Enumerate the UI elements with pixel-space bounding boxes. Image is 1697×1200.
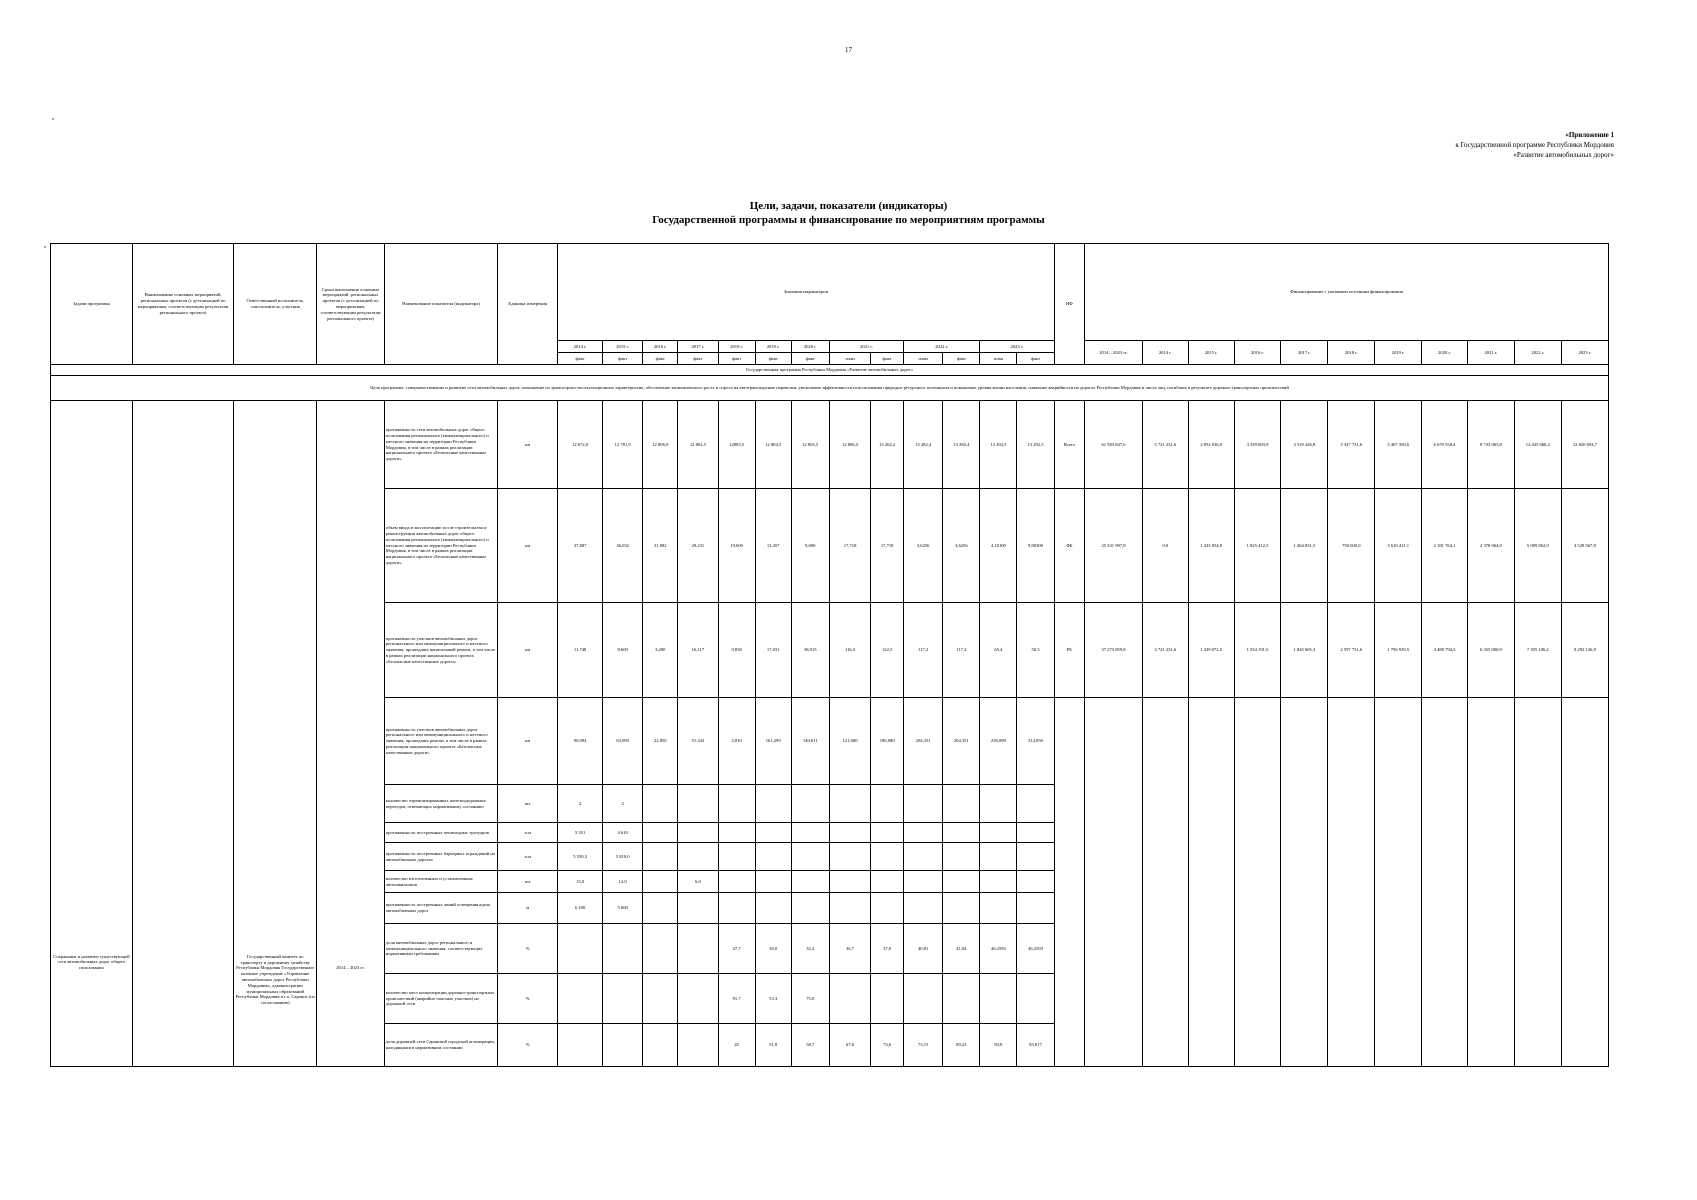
- indicator-value: 140,611: [791, 698, 829, 785]
- indicator-value: 2: [602, 785, 642, 823]
- indicator-value: 13 282,4: [904, 401, 943, 489]
- header-responsible: Ответственный исполнитель, соисполнитель, участник: [234, 244, 317, 365]
- indicator-value: 67,0: [829, 1024, 870, 1067]
- indicator-value: [558, 1024, 603, 1067]
- indicator-value: 2,810: [718, 698, 755, 785]
- indicator-value: [643, 785, 678, 823]
- value-year-header: 2014 г.: [558, 341, 603, 353]
- indicator-value: 5 600: [602, 893, 642, 924]
- indicator-value: 13,0: [558, 871, 603, 893]
- value-subheader: план: [904, 353, 943, 365]
- indicator-value: 3,6256: [943, 489, 980, 603]
- indicator-value: 41,04: [943, 924, 980, 974]
- indicator-unit: п.м: [498, 843, 558, 871]
- indicator-value: [829, 974, 870, 1024]
- indicator-value: 6 100: [558, 893, 603, 924]
- financing-value: 25 331 987,8: [1085, 489, 1143, 603]
- header-deadlines: Сроки выполнения основных мероприятий, региональных проектов (с детализацией по мероприятиям, соответствующим результатам регионального проекта): [317, 244, 385, 365]
- value-subheader: факт: [791, 353, 829, 365]
- indicator-value: [678, 785, 718, 823]
- header-activities: Наименование основных мероприятий, региональных проектов (с детализацией по мероприятиям, соответствующим результатам регионального проекта): [132, 244, 233, 365]
- indicator-value: [980, 785, 1017, 823]
- header-if: ИФ: [1054, 244, 1085, 365]
- indicator-value: 22,850: [643, 698, 678, 785]
- indicator-value: [643, 843, 678, 871]
- indicator-value: 5 550,3: [558, 843, 603, 871]
- indicator-value: [904, 893, 943, 924]
- financing-year-header: 2022 г.: [1514, 341, 1561, 365]
- header-task: Задачи программы: [51, 244, 133, 365]
- indicator-value: 3,200: [643, 603, 678, 698]
- activity-cell: [132, 401, 233, 1067]
- indicator-unit: п.м: [498, 823, 558, 843]
- value-subheader: факт: [871, 353, 904, 365]
- indicator-value: [1017, 974, 1054, 1024]
- value-year-header: 2019 г.: [755, 341, 791, 353]
- financing-value: 8 292 126,8: [1561, 603, 1608, 698]
- indicator-value: [980, 974, 1017, 1024]
- financing-year-header: 2017 г.: [1281, 341, 1328, 365]
- indicator-value: 29,231: [678, 489, 718, 603]
- value-subheader: факт: [643, 353, 678, 365]
- indicator-value: 12 804,5: [755, 401, 791, 489]
- task-cell: Сохранение и развитие существующей сети автомобильных дорог общего пользования: [51, 401, 133, 1067]
- indicator-name: количество изготовленных и установленных автопавильонов: [384, 871, 497, 893]
- indicator-value: 117,2: [943, 603, 980, 698]
- indicator-value: 31,982: [643, 489, 678, 603]
- indicator-value: [643, 893, 678, 924]
- value-year-header: 2015 г.: [602, 341, 642, 353]
- indicator-value: 19,600: [718, 489, 755, 603]
- period-cell: 2014 – 2023 гг.: [317, 401, 385, 1067]
- financing-empty-cell: [1234, 698, 1281, 1067]
- indicator-unit: м: [498, 893, 558, 924]
- indicator-value: [943, 893, 980, 924]
- indicator-value: 4,10100: [980, 489, 1017, 603]
- financing-empty-cell: [1281, 698, 1328, 1067]
- indicator-value: 13 262,2: [871, 401, 904, 489]
- indicator-value: 3,6256: [904, 489, 943, 603]
- financing-value: 4 528 567,8: [1561, 489, 1608, 603]
- financing-value: 1 534 191,6: [1234, 603, 1281, 698]
- financing-year-header: 2014 – 2023 гг.: [1085, 341, 1143, 365]
- financing-value: 2 181 764,1: [1422, 489, 1468, 603]
- indicator-value: [602, 924, 642, 974]
- indicator-value: [678, 974, 718, 1024]
- indicator-value: [871, 843, 904, 871]
- indicator-value: 73,15: [904, 1024, 943, 1067]
- indicator-value: [904, 843, 943, 871]
- indicator-value: 63,993: [602, 698, 642, 785]
- document-title: [0, 199, 1697, 227]
- value-year-header: 2016 г.: [643, 341, 678, 353]
- indicator-name: протяженность сети автомобильных дорог общего пользования регионального (межмуниципального) и местного значения на территории Республики Мордовия, в том числе в рамках реализации национального проекта «Безопасные качественные дороги»: [384, 401, 497, 489]
- indicator-value: 204,351: [904, 698, 943, 785]
- financing-year-header: 2019 г.: [1375, 341, 1422, 365]
- header-values: Значения индикаторов: [558, 244, 1054, 341]
- indicator-value: [678, 1024, 718, 1067]
- financing-value: 12 820 694,7: [1561, 401, 1608, 489]
- indicator-unit: %: [498, 1024, 558, 1067]
- financing-value: 3 310 426,8: [1281, 401, 1328, 489]
- value-subheader: факт: [678, 353, 718, 365]
- indicator-value: 40,81: [904, 924, 943, 974]
- indicator-value: [871, 823, 904, 843]
- indicator-value: [791, 785, 829, 823]
- indicator-value: 6,0: [678, 871, 718, 893]
- indicator-value: [718, 871, 755, 893]
- program-table: [50, 243, 1609, 1067]
- indicator-value: [871, 974, 904, 1024]
- indicator-value: [755, 785, 791, 823]
- value-subheader: факт: [755, 353, 791, 365]
- indicator-value: [755, 893, 791, 924]
- indicator-value: [678, 843, 718, 871]
- value-year-header: 2021 г.: [829, 341, 903, 353]
- financing-value: 3 721 231,6: [1142, 603, 1188, 698]
- financing-value: 1 429 072,0: [1188, 603, 1234, 698]
- indicator-value: 91,7: [718, 974, 755, 1024]
- indicator-value: [904, 823, 943, 843]
- indicator-value: 53,3: [755, 974, 791, 1024]
- indicator-value: 314,850: [1017, 698, 1054, 785]
- financing-value: 6 355 000,9: [1467, 603, 1514, 698]
- indicator-value: [558, 924, 603, 974]
- indicator-name: доля дорожной сети Саранской городской агломерации, находящаяся в нормативном состоянии: [384, 1024, 497, 1067]
- indicator-value: 13 292,5: [980, 401, 1017, 489]
- value-year-header: 2018 г.: [718, 341, 755, 353]
- indicator-value: 46,2593: [980, 924, 1017, 974]
- indicator-value: [1017, 823, 1054, 843]
- page-number: 17: [845, 46, 852, 54]
- indicator-value: 122,5: [871, 603, 904, 698]
- appendix-line-3: «Развитие автомобильных дорог»: [1513, 151, 1614, 159]
- value-subheader: факт: [943, 353, 980, 365]
- indicator-value: 17,718: [829, 489, 870, 603]
- margin-mark-2: °: [44, 246, 47, 252]
- indicator-name: количество мест концентрации дорожно-транспортных происшествий (аварийно-опасных участков) на дорожной сети: [384, 974, 497, 1024]
- indicator-value: [829, 871, 870, 893]
- indicator-value: [643, 924, 678, 974]
- title-line-1: Цели, задачи, показатели (индикаторы): [749, 200, 948, 212]
- indicator-value: 17,718: [871, 489, 904, 603]
- indicator-value: 161,299: [755, 698, 791, 785]
- indicator-value: 58,7: [791, 1024, 829, 1067]
- financing-empty-cell: [1054, 698, 1085, 1067]
- indicator-unit: %: [498, 924, 558, 974]
- financing-value: 7 395 106,2: [1514, 603, 1561, 698]
- indicator-value: [829, 823, 870, 843]
- indicator-value: [643, 1024, 678, 1067]
- indicator-value: [943, 823, 980, 843]
- financing-value: 61 583 847,6: [1085, 401, 1143, 489]
- indicator-value: 27,7: [718, 924, 755, 974]
- value-subheader: факт: [718, 353, 755, 365]
- indicator-value: [943, 871, 980, 893]
- indicator-value: 117,2: [904, 603, 943, 698]
- indicator-unit: %: [498, 974, 558, 1024]
- value-subheader: факт: [602, 353, 642, 365]
- financing-year-header: 2018 г.: [1328, 341, 1375, 365]
- margin-mark: °: [52, 118, 55, 124]
- indicator-name: протяженность построенных барьерных ограждений на автомобильных дорогах: [384, 843, 497, 871]
- indicator-value: 204,351: [943, 698, 980, 785]
- value-year-header: 2023 г.: [980, 341, 1054, 353]
- indicator-value: [980, 893, 1017, 924]
- indicator-value: 13 292,5: [1017, 401, 1054, 489]
- indicator-value: [1017, 893, 1054, 924]
- value-year-header: 2020 г.: [791, 341, 829, 353]
- indicator-value: [558, 974, 603, 1024]
- financing-value: 4 488 794,3: [1422, 603, 1468, 698]
- indicator-value: 256,899: [980, 698, 1017, 785]
- indicator-value: 116,3: [829, 603, 870, 698]
- financing-empty-cell: [1467, 698, 1514, 1067]
- value-year-header: 2022 г.: [904, 341, 980, 353]
- indicator-value: 80,23: [943, 1024, 980, 1067]
- appendix-line-2: к Государственной программе Республики Мордовия: [1455, 141, 1614, 149]
- indicator-value: 37,887: [558, 489, 603, 603]
- indicator-value: [980, 823, 1017, 843]
- indicator-value: 83,8: [980, 1024, 1017, 1067]
- indicator-value: [643, 871, 678, 893]
- indicator-value: 9,90300: [1017, 489, 1054, 603]
- indicator-value: [1017, 843, 1054, 871]
- indicator-value: 85,817: [1017, 1024, 1054, 1067]
- indicator-value: 32,2: [791, 924, 829, 974]
- financing-value: 1 464 831,5: [1281, 489, 1328, 603]
- indicator-value: [829, 785, 870, 823]
- financing-value: 0,0: [1142, 489, 1188, 603]
- value-subheader: факт: [558, 353, 603, 365]
- indicator-value: 12 781,9: [602, 401, 642, 489]
- indicator-value: 46,2593: [1017, 924, 1054, 974]
- indicator-value: 12803,5: [718, 401, 755, 489]
- financing-empty-cell: [1422, 698, 1468, 1067]
- indicator-value: [755, 871, 791, 893]
- financing-year-header: 2023 г.: [1561, 341, 1608, 365]
- indicator-value: [1017, 785, 1054, 823]
- financing-value: 1 423 954,0: [1188, 489, 1234, 603]
- indicator-value: [791, 893, 829, 924]
- indicator-value: 51,343: [678, 698, 718, 785]
- header-unit: Единица измерения: [498, 244, 558, 365]
- appendix-line-1: «Приложение 1: [1565, 131, 1614, 139]
- indicator-value: 13 282,4: [943, 401, 980, 489]
- indicator-name: протяженность участков автомобильных дорог регионального или межмуниципального и местного значения, прошедших капитальный ремонт, в том числе в рамках реализации национального проекта «Безопасные качественные дороги»: [384, 603, 497, 698]
- financing-value: 3 407 350,6: [1375, 401, 1422, 489]
- financing-empty-cell: [1561, 698, 1608, 1067]
- indicator-value: [980, 871, 1017, 893]
- value-year-header: 2017 г.: [678, 341, 718, 353]
- financing-value: 2 378 064,9: [1467, 489, 1514, 603]
- appendix-heading: [1455, 130, 1614, 160]
- financing-empty-cell: [1085, 698, 1143, 1067]
- financing-year-header: 2016 г.: [1234, 341, 1281, 365]
- indicator-value: 30,0: [755, 924, 791, 974]
- indicator-value: [980, 843, 1017, 871]
- indicator-value: [602, 974, 642, 1024]
- indicator-value: 12,0: [602, 871, 642, 893]
- indicator-value: [904, 871, 943, 893]
- indicator-value: [829, 843, 870, 871]
- responsible-cell: Государственный комитет по транспорту и дорожному хозяйству Республики Мордовия Государственное казенное учреждение «Управление автомобильных дорог Республики Мордовия», администрации муниципальных образований Республики Мордовия и г.о. Саранск (по согласованию): [234, 401, 317, 1067]
- indicator-value: [871, 785, 904, 823]
- financing-year-header: 2020 г.: [1422, 341, 1468, 365]
- indicator-value: 16,117: [678, 603, 718, 698]
- financing-value: 2 597 731,6: [1328, 603, 1375, 698]
- indicator-value: 36,7: [829, 924, 870, 974]
- indicator-value: [718, 823, 755, 843]
- indicator-value: [943, 843, 980, 871]
- indicator-value: 4 610: [602, 823, 642, 843]
- indicator-unit: км: [498, 603, 558, 698]
- indicator-value: 0,830: [718, 603, 755, 698]
- indicator-unit: шт: [498, 871, 558, 893]
- indicator-value: [678, 893, 718, 924]
- indicator-value: 65,4: [980, 603, 1017, 698]
- indicator-value: 73,6: [871, 1024, 904, 1067]
- indicator-value: 13,357: [755, 489, 791, 603]
- indicator-value: 37,0: [871, 924, 904, 974]
- indicator-value: [829, 893, 870, 924]
- value-subheader: факт: [1017, 353, 1054, 365]
- indicator-value: [943, 785, 980, 823]
- financing-source: ФБ: [1054, 489, 1085, 603]
- indicator-row: [51, 401, 1609, 489]
- indicator-value: [791, 823, 829, 843]
- program-name: Государственная программа Республики Мордовия «Развитие автомобильных дорог»: [51, 365, 1609, 376]
- financing-value: 1 796 939,5: [1375, 603, 1422, 698]
- indicator-value: [678, 924, 718, 974]
- financing-value: 3 721 231,6: [1142, 401, 1188, 489]
- financing-value: 5 089 862,0: [1514, 489, 1561, 603]
- indicator-value: 38,915: [791, 603, 829, 698]
- indicator-name: количество отремонтированных железнодорожных переездов, отвечающих нормативному состоянию: [384, 785, 497, 823]
- indicator-value: 180,080: [871, 698, 904, 785]
- financing-value: 750 000,0: [1328, 489, 1375, 603]
- financing-value: 37 273 859,8: [1085, 603, 1143, 698]
- indicator-value: 12 806,9: [643, 401, 678, 489]
- indicator-value: [791, 871, 829, 893]
- indicator-value: 9,690: [791, 489, 829, 603]
- indicator-value: 5 810,0: [602, 843, 642, 871]
- indicator-value: [904, 785, 943, 823]
- indicator-value: [943, 974, 980, 1024]
- indicator-name: протяженность участков автомобильных дорог регионального или межмуниципального и местного значения, прошедших ремонт, в том числе в рамках реализации национального проекта «Безопасные качественные дороги»: [384, 698, 497, 785]
- financing-value: 1 845 665,3: [1281, 603, 1328, 698]
- indicator-value: [643, 974, 678, 1024]
- indicator-value: [755, 843, 791, 871]
- financing-empty-cell: [1142, 698, 1188, 1067]
- financing-value: 12 435 068,2: [1514, 401, 1561, 489]
- indicator-value: 45: [718, 1024, 755, 1067]
- indicator-unit: км: [498, 698, 558, 785]
- indicator-value: 51,8: [755, 1024, 791, 1067]
- indicator-value: 36,032: [602, 489, 642, 603]
- financing-empty-cell: [1514, 698, 1561, 1067]
- indicator-value: 5 351: [558, 823, 603, 843]
- indicator-value: [678, 823, 718, 843]
- indicator-value: [718, 893, 755, 924]
- indicator-value: 11,748: [558, 603, 603, 698]
- indicator-value: [755, 823, 791, 843]
- indicator-value: 50,3: [1017, 603, 1054, 698]
- indicator-value: [791, 843, 829, 871]
- financing-empty-cell: [1328, 698, 1375, 1067]
- header-indicator: Наименование показателя (индикатора): [384, 244, 497, 365]
- indicator-unit: шт.: [498, 785, 558, 823]
- indicator-value: 12 672,0: [558, 401, 603, 489]
- financing-value: 3 339 603,9: [1234, 401, 1281, 489]
- indicator-value: [871, 871, 904, 893]
- header-financing: Финансирование с указанием источника финансирования: [1085, 244, 1609, 341]
- indicator-value: [871, 893, 904, 924]
- program-goal: Цель программы: совершенствование и развитие сети автомобильных дорог, повышение их транспортно-эксплуатационных характеристик, обеспечение экономического роста и спроса на автотранспортные перевозки, увеличение эффективности использования природно-ресурсного потенциала и повышение уровня жизни населения, снижение аварийности на дорогах Республики Мордовия и числа лиц, погибших в результате дорожно-транспортных происшествий: [51, 376, 1609, 401]
- financing-value: 1 825 412,5: [1234, 489, 1281, 603]
- indicator-value: 12 805,5: [791, 401, 829, 489]
- indicator-value: [718, 785, 755, 823]
- indicator-unit: км: [498, 489, 558, 603]
- indicator-value: 12 806,5: [829, 401, 870, 489]
- indicator-value: 8,600: [602, 603, 642, 698]
- financing-value: 6 670 558,4: [1422, 401, 1468, 489]
- financing-empty-cell: [1375, 698, 1422, 1067]
- value-subheader: план: [829, 353, 870, 365]
- financing-source: РБ: [1054, 603, 1085, 698]
- financing-year-header: 2021 г.: [1467, 341, 1514, 365]
- indicator-value: 121,600: [829, 698, 870, 785]
- indicator-value: 2: [558, 785, 603, 823]
- financing-value: 3 347 731,6: [1328, 401, 1375, 489]
- financing-source: Всего: [1054, 401, 1085, 489]
- indicator-value: 75,0: [791, 974, 829, 1024]
- indicator-value: [602, 1024, 642, 1067]
- indicator-value: 90,084: [558, 698, 603, 785]
- financing-value: 3 610 411,1: [1375, 489, 1422, 603]
- indicator-name: объем ввода в эксплуатацию после строительства и реконструкции автомобильных дорог общего пользования регионального (межмуниципального) и местного значения на территории Республики Мордовия, в том числе в рамках реализации национального проекта «Безопасные качественные дороги»: [384, 489, 497, 603]
- financing-value: 2 852 036,0: [1188, 401, 1234, 489]
- financing-empty-cell: [1188, 698, 1234, 1067]
- financing-year-header: 2014 г.: [1142, 341, 1188, 365]
- indicator-name: протяженность построенных пешеходных тротуаров: [384, 823, 497, 843]
- financing-value: 8 733 063,8: [1467, 401, 1514, 489]
- indicator-value: 12 802,5: [678, 401, 718, 489]
- indicator-value: [643, 823, 678, 843]
- title-line-2: Государственной программы и финансирование по мероприятиям программы: [652, 214, 1045, 226]
- indicator-value: [1017, 871, 1054, 893]
- indicator-name: доля автомобильных дорог регионального и межмуниципального значения, соответствующих нормативным требованиям: [384, 924, 497, 974]
- financing-year-header: 2015 г.: [1188, 341, 1234, 365]
- value-subheader: план: [980, 353, 1017, 365]
- indicator-value: [904, 974, 943, 1024]
- indicator-name: протяженность построенных линий освещения вдоль автомобильных дорог: [384, 893, 497, 924]
- indicator-value: 17,031: [755, 603, 791, 698]
- indicator-value: [718, 843, 755, 871]
- indicator-unit: км: [498, 401, 558, 489]
